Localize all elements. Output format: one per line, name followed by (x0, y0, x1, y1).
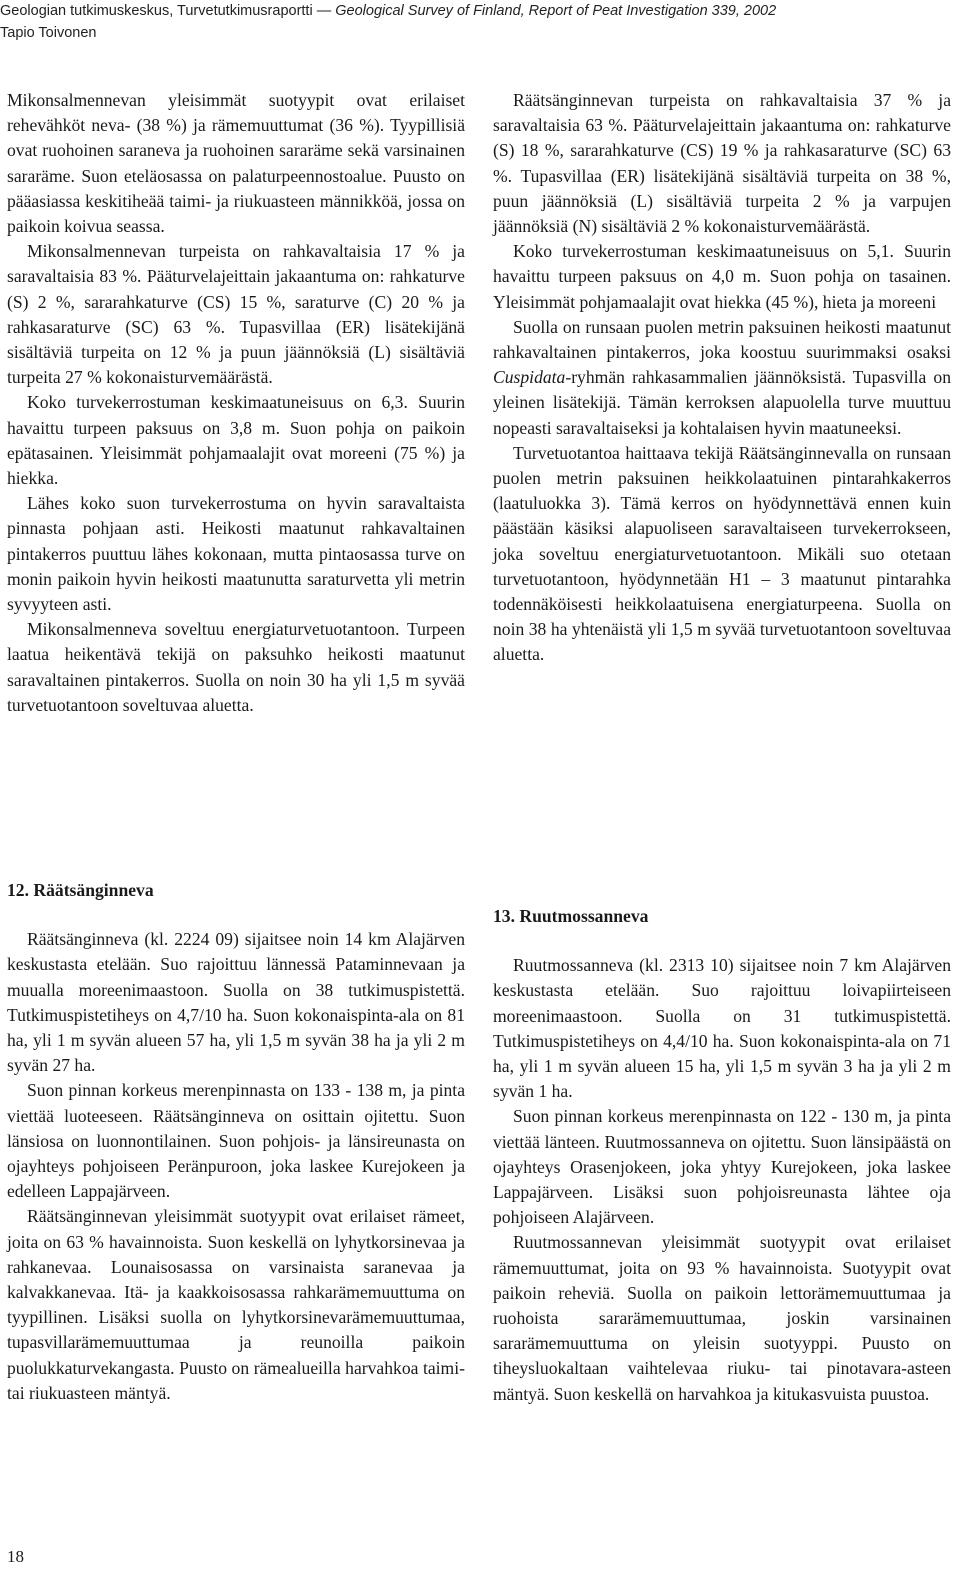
section-13 (493, 904, 951, 1407)
paragraph-text: Suolla on runsaan puolen metrin paksuinen heikosti maatunut rahkavaltainen pintakerros, joka koostuu suurimmaksi osaksi (493, 316, 951, 363)
paragraph: Ruutmossannevan yleisimmät suotyypit ovat erilaiset rämemuuttumat, joita on 93 % havainnoista. Suotyypit ovat paikoin reheviä. Suolla on paikoin lettorämemuuttumaa ja ruohoista sararämemuuttumaa, joskin varsinainen sararämemuuttuma on yleisin suotyyppi. Puusto on tiheysluokaltaan vaihtelevaa riuku- tai pinotavara-asteen mäntyä. Suon keskellä on harvahkoa ja kitukasvuista puustoa. (493, 1232, 951, 1404)
paragraph: Suon pinnan korkeus merenpinnasta on 122 - 130 m, ja pinta viettää länteen. Ruutmossanneva on ojitettu. Suon länsipäästä on ojayhteys Orasenjokeen, joka yhtyy Kurejokeen, joka laskee Lappajärveen. Lisäksi suon pohjoisreunasta lähtee oja pohjoiseen Alajärveen. (493, 1106, 951, 1228)
section-heading: 13. Ruutmossanneva (493, 906, 649, 926)
header-publication-line (0, 0, 960, 22)
paragraph: Räätsänginnevan yleisimmät suotyypit ovat erilaiset rämeet, joita on 63 % havainnoista. Suon keskellä on lyhytkorsinevaa ja rahkanevaa. Lounaisosassa on varsinaista saranevaa ja kalvakkanevaa. Itä- ja kaakkoisosassa rahkarämemuuttuma on tyypillinen. Lisäksi suolla on lyhytkorsinevarämemuuttumaa, tupasvillarämemuuttumaa ja reunoilla paikoin puolukkaturvekangasta. Puusto on rämealueilla harvahkoa taimi- tai riukuasteen mäntyä. (7, 1206, 465, 1403)
paragraph: Räätsänginnevan turpeista on rahkavaltaisia 37 % ja saravaltaisia 63 %. Pääturvelajeittain jakaantuma on: rahkaturve (S) 18 %, sararahkaturve (CS) 19 % ja rahkasaraturve (SC) 63 %. Tupasvillaa (ER) lisätekijänä sisältäviä turpeita on 38 %, puun jäännöksiä (L) sisältäviä turpeita 2 % ja varpujen jäännöksiä (N) sisältäviä 2 % kokonaisturvemäärästä. (493, 90, 951, 237)
section-12 (7, 878, 465, 1406)
paragraph: Koko turvekerrostuman keskimaatuneisuus on 6,3. Suurin havaittu turpeen paksuus on 3,8 m. Suon pohja on paikoin epätasainen. Yleisimmät pohjamaalajit ovat moreeni (75 %) ja hiekka. (7, 392, 465, 489)
paragraph (493, 315, 951, 441)
header-publication-finnish: Geologian tutkimuskeskus, Turvetutkimusraportti — (0, 3, 336, 19)
right-column (493, 88, 951, 668)
paragraph: Turvetuotantoa haittaava tekijä Räätsänginnevalla on runsaan puolen metrin paksuinen heikkolaatuinen pintarahkakerros (laatuluokka 3). Tämä kerros on hyödynnettävä ennen kuin päästään käsiksi alapuoliseen saravaltaiseen turvekerrokseen, joka soveltuu energiaturvetuotantoon. Mikäli suo otetaan turvetuotantoon, hyödynnetään H1 – 3 maatunut pintarahka todennäköisesti heikkolaatuisena energiaturpeena. Suolla on noin 38 ha yhtenäistä yli 1,5 m syvää turvetuotantoon soveltuvaa aluetta. (493, 442, 951, 665)
paragraph: Mikonsalmennevan yleisimmät suotyypit ovat erilaiset rehevähköt neva- (38 %) ja rämemuuttumat (36 %). Tyypillisiä ovat ruohoinen saraneva ja ruohoinen sararäme sekä varsinainen sararäme. Suon eteläosassa on palaturpeennostoalue. Puusto on pääasiassa keskitiheää taimi- ja riukuasteen männikköä, jossa on paikoin koivua seassa. (7, 90, 465, 237)
paragraph: Mikonsalmenneva soveltuu energiaturvetuotantoon. Turpeen laatua heikentävä tekijä on paksuhko heikosti maatunut saravaltainen pintakerros. Suolla on noin 30 ha yli 1,5 m syvää turvetuotantoon soveltuvaa aluetta. (7, 619, 465, 715)
paragraph: Lähes koko suon turvekerrostuma on hyvin saravaltaista pinnasta pohjaan asti. Heikosti maatunut rahkavaltainen pintakerros puuttuu lähes kokonaan, mutta pintaosassa turve on monin paikoin hyvin heikosti maatunutta saraturvetta yli metrin syvyyteen asti. (7, 493, 465, 615)
left-column (7, 88, 465, 718)
section-heading: 12. Räätsänginneva (7, 880, 154, 900)
species-name: Cuspidata (493, 367, 566, 388)
paragraph: Ruutmossanneva (kl. 2313 10) sijaitsee noin 7 km Alajärven keskustasta etelään. Suo rajoittuu loivapiirteiseen moreenimaastoon. Suolla on 31 tutkimuspistettä. Tutkimuspistetiheys on 4,4/10 ha. Suon kokonaispinta-ala on 71 ha, yli 1 m syvän alueen 15 ha, yli 1,5 m syvän 3 ha ja yli 2 m syvän 1 ha. (493, 955, 951, 1102)
paragraph-text: -ryhmän rahkasammalien jäännöksistä. Tupasvilla on yleinen lisätekijä. Tämän kerroksen alapuolella turve muuttuu nopeasti saravaltaiseksi ja kohtalaisen hyvin maatuneeksi. (493, 367, 951, 438)
paragraph: Koko turvekerrostuman keskimaatuneisuus on 5,1. Suurin havaittu turpeen paksuus on 4,0 m. Suon pohja on tasainen. Yleisimmät pohjamaalajit ovat hiekka (45 %), hieta ja moreeni (493, 241, 951, 312)
paragraph: Räätsänginneva (kl. 2224 09) sijaitsee noin 14 km Alajärven keskustasta etelään. Suo rajoittuu lännessä Pataminnevaan ja muualla moreenimaastoon. Suolla on 38 tutkimuspistettä. Tutkimuspistetiheys on 4,7/10 ha. Suon kokonaispinta-ala on 81 ha, yli 1 m syvän alueen 57 ha, yli 1,5 m syvän 38 ha ja yli 2 m syvän 27 ha. (7, 929, 465, 1076)
paragraph: Mikonsalmennevan turpeista on rahkavaltaisia 17 % ja saravaltaisia 83 %. Pääturvelajeittain jakaantuma on: rahkaturve (S) 2 %, sararahkaturve (CS) 15 %, saraturve (C) 20 % ja rahkasaraturve (SC) 63 %. Tupasvillaa (ER) lisätekijänä sisältäviä turpeita on 12 % ja puun jäännöksiä (L) sisältäviä turpeita 27 % kokonaisturvemäärästä. (7, 241, 465, 388)
page-number: 18 (7, 1547, 24, 1566)
header-author: Tapio Toivonen (0, 25, 97, 41)
paragraph: Suon pinnan korkeus merenpinnasta on 133 - 138 m, ja pinta viettää luoteeseen. Räätsänginneva on osittain ojitettu. Suon länsiosa on luonnontilainen. Suon pohjois- ja länsireunasta on ojayhteys pohjoiseen Peränpuroon, joka laskee Kurejokeen ja edelleen Lappajärveen. (7, 1080, 465, 1202)
running-header (0, 0, 960, 44)
header-publication-english: Geological Survey of Finland, Report of Peat Investigation 339, 2002 (335, 3, 777, 19)
